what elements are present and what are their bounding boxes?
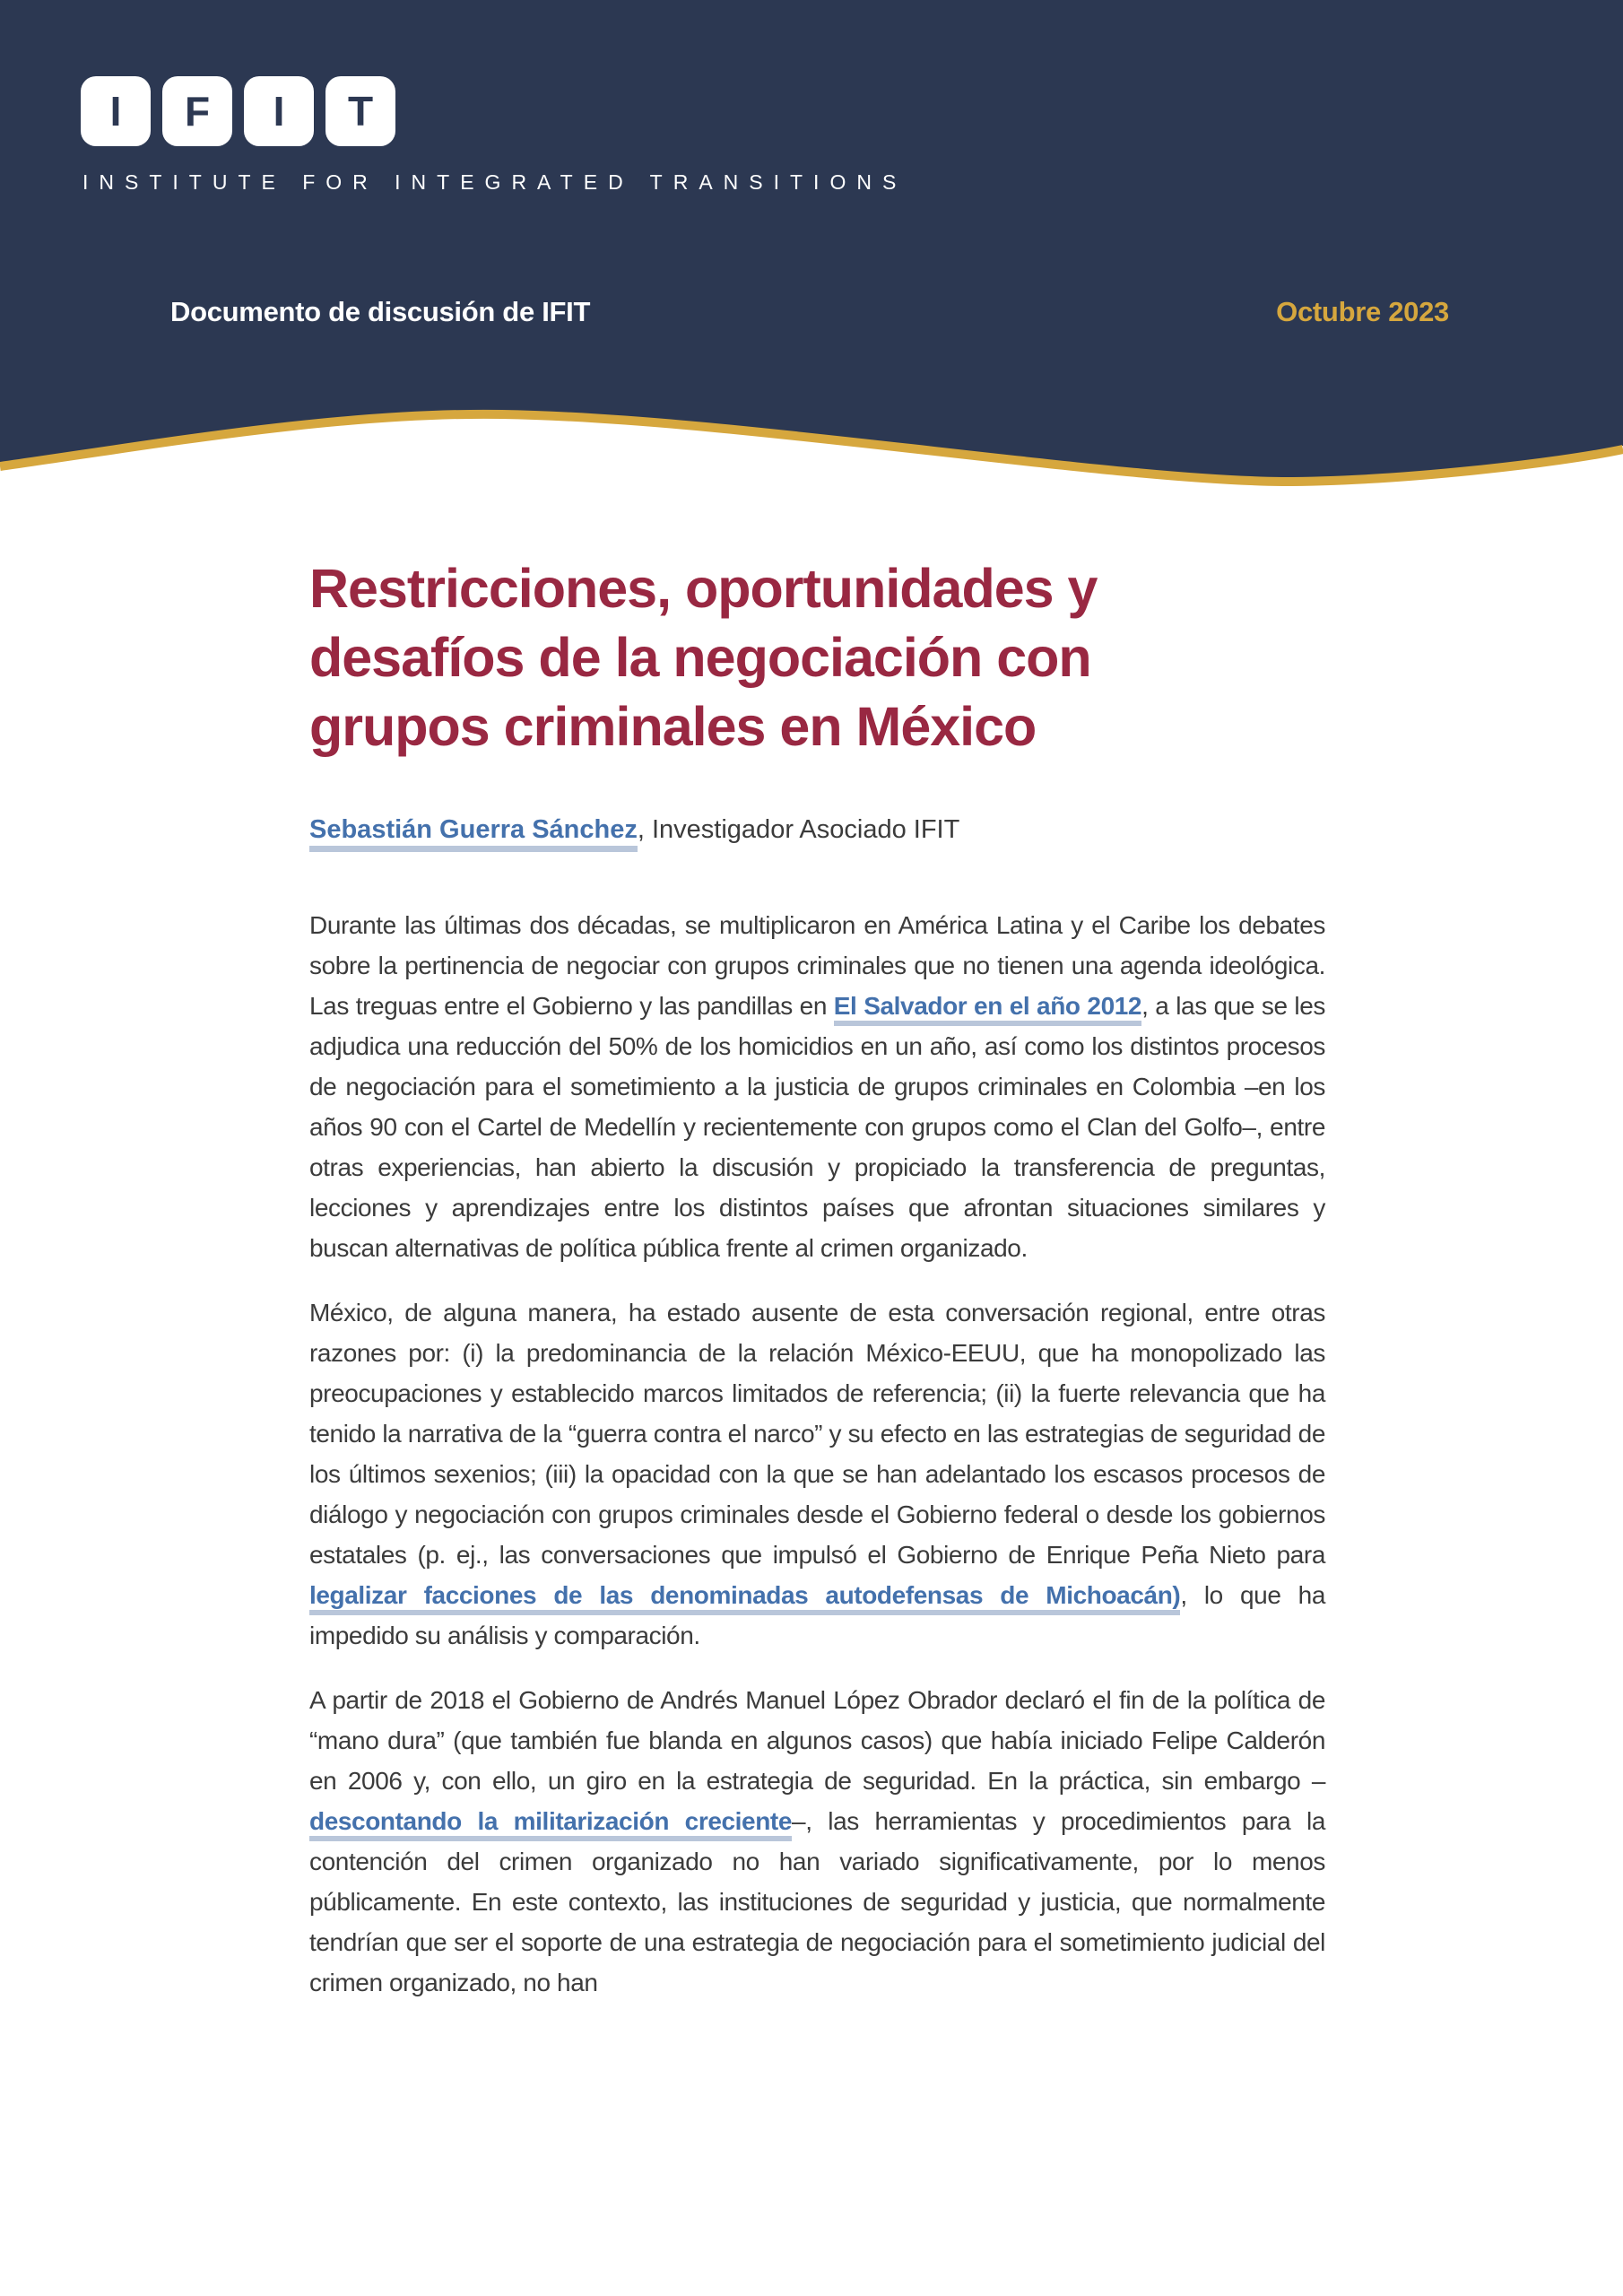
logo-tile bbox=[325, 76, 395, 146]
body-paragraphs bbox=[309, 905, 1325, 2003]
logo-letter: T bbox=[347, 88, 374, 135]
logo-letter: F bbox=[184, 88, 211, 135]
inline-link[interactable]: legalizar facciones de las denominadas autodefensas de Michoacán) bbox=[309, 1581, 1180, 1615]
title-line: Restricciones, oportunidades y bbox=[309, 558, 1098, 619]
title-line: desafíos de la negociación con bbox=[309, 627, 1091, 688]
header-band bbox=[170, 296, 1449, 328]
wave-divider bbox=[0, 0, 1623, 502]
text-run: A partir de 2018 el Gobierno de Andrés Manuel López Obrador declaró el fin de la política de “mano dura” (que también fue blanda en algunos casos) que había iniciado Felipe Calderón en 2006 y, con ello, un giro en la estrategia de seguridad. En la práctica, sin embargo – bbox=[309, 1686, 1325, 1795]
text-run: Durante las últimas dos décadas, se multiplicaron en América Latina y el Caribe los debates sobre la pertinencia de negociar con grupos criminales que no tienen una agenda ideológica. Las treguas entre el Gobierno y las pandillas en bbox=[309, 911, 1325, 1020]
org-name: INSTITUTE FOR INTEGRATED TRANSITIONS bbox=[82, 170, 907, 194]
title-line: grupos criminales en México bbox=[309, 696, 1037, 757]
byline-rest: , Investigador Asociado IFIT bbox=[637, 815, 960, 844]
header-banner bbox=[0, 0, 1623, 502]
text-run: , lo que ha impedido su análisis y comparación. bbox=[309, 1581, 1325, 1649]
page-title bbox=[309, 554, 1325, 761]
doc-date: Octubre 2023 bbox=[1276, 296, 1449, 327]
body-paragraph bbox=[309, 1292, 1325, 1656]
doc-type-label: Documento de discusión de IFIT bbox=[170, 296, 591, 327]
text-run: México, de alguna manera, ha estado ausente de esta conversación regional, entre otras razones por: (i) la predominancia de la relación México-EEUU, que ha monopolizado las preocupaciones y establecido marcos limitados de referencia; (ii) la fuerte relevancia que ha tenido la narrativa de la “guerra contra el narco” y su efecto en las estrategias de seguridad de los últimos sexenios; (iii) la opacidad con la que se han adelantado los escasos procesos de diálogo y negociación con grupos criminales desde el Gobierno federal o desde los gobiernos estatales (p. ej., las conversaciones que impulsó el Gobierno de Enrique Peña Nieto para bbox=[309, 1299, 1325, 1569]
logo-tile bbox=[162, 76, 232, 146]
author-link[interactable]: Sebastián Guerra Sánchez bbox=[309, 815, 638, 852]
logo-tile bbox=[244, 76, 314, 146]
inline-link[interactable]: descontando la militarización creciente bbox=[309, 1807, 792, 1841]
logo-letter: I bbox=[109, 88, 122, 135]
logo-tile bbox=[81, 76, 151, 146]
ifit-logo bbox=[81, 76, 395, 146]
byline bbox=[309, 810, 1325, 849]
text-run: , a las que se les adjudica una reducción del 50% de los homicidios en un año, así como los distintos procesos de negociación para el sometimiento a la justicia de grupos criminales en Colombia –en los años 90 con el Cartel de Medellín y recientemente con grupos como el Clan del Golfo–, entre otras experiencias, han abierto la discusión y propiciado la transferencia de preguntas, lecciones y aprendizajes entre los distintos países que afrontan situaciones similares y buscan alternativas de política pública frente al crimen organizado. bbox=[309, 992, 1325, 1262]
article-body bbox=[309, 502, 1325, 2027]
body-paragraph bbox=[309, 905, 1325, 1268]
logo-letter: I bbox=[273, 88, 285, 135]
inline-link[interactable]: El Salvador en el año 2012 bbox=[834, 992, 1141, 1026]
body-paragraph bbox=[309, 1680, 1325, 2003]
text-run: –, las herramientas y procedimientos para la contención del crimen organizado no han variado significativamente, por lo menos públicamente. En este contexto, las instituciones de seguridad y justicia, que normalmente tendrían que ser el soporte de una estrategia de negociación para el sometimiento judicial del crimen organizado, no han bbox=[309, 1807, 1325, 1996]
